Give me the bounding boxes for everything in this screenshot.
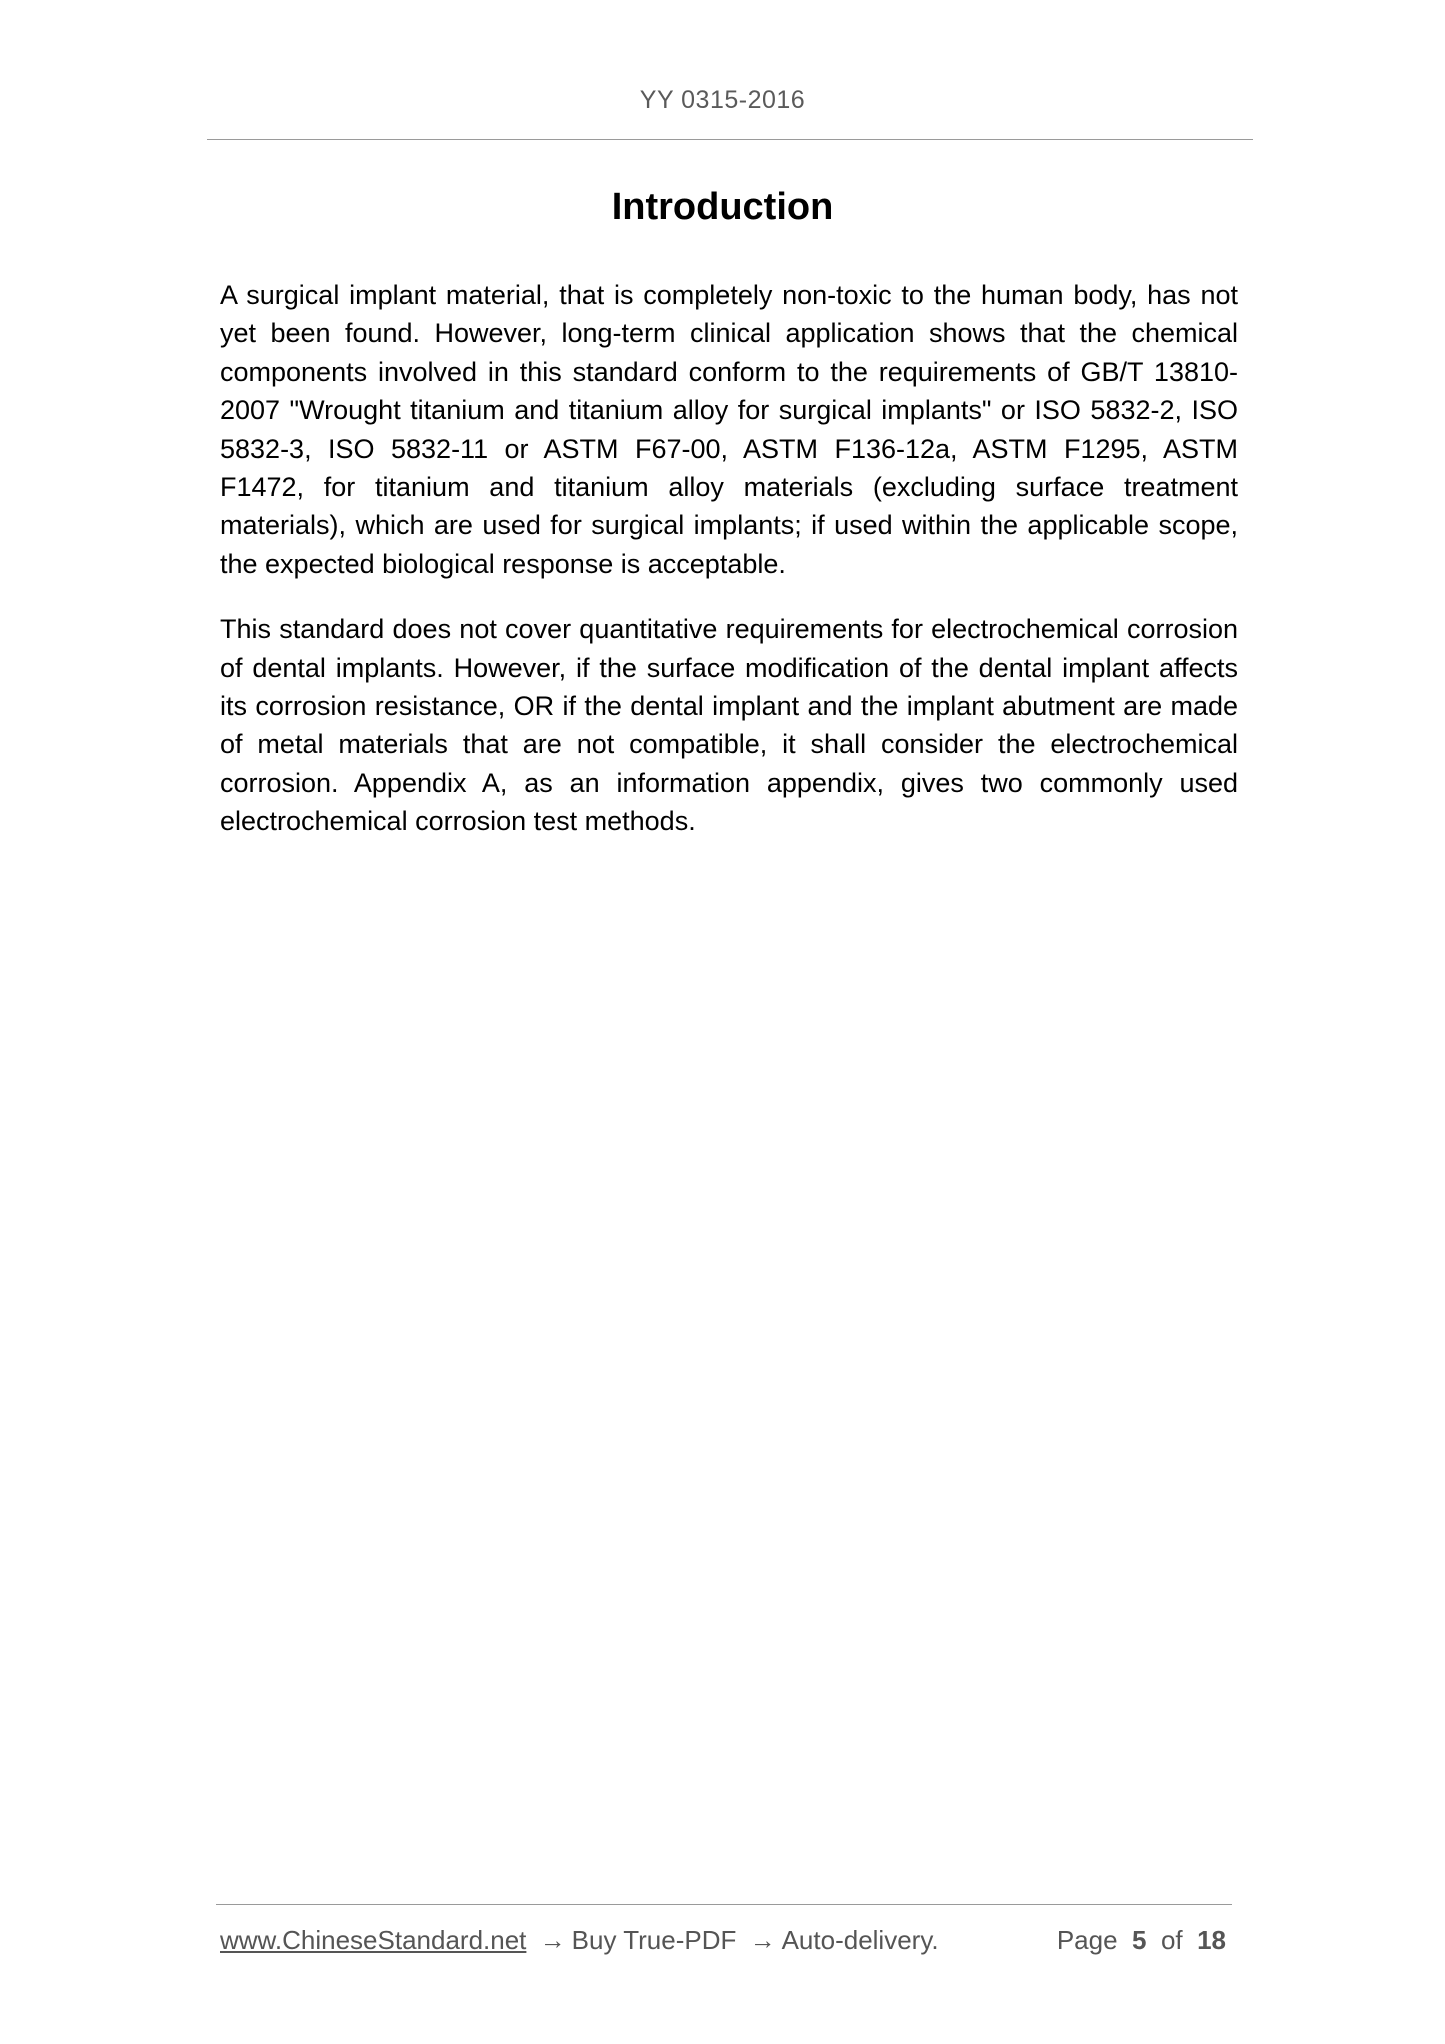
page-current: 5 — [1132, 1925, 1147, 1955]
page-number — [1057, 1925, 1226, 1956]
body-text — [220, 276, 1238, 868]
page-label: Page — [1056, 1925, 1118, 1955]
arrow-right-icon: → — [749, 1925, 776, 1955]
intro-paragraph-2: This standard does not cover quantitative requirements for electrochemical corrosion of dental implants. However, if the surface modification of the dental implant affects its corrosion resistance, OR if the dental implant and the implant abutment are made of metal materials that are not compatible, it shall consider the electrochemical corrosion. Appendix A, as an information appendix, gives two commonly used electrochemical corrosion test methods. — [220, 614, 1238, 837]
arrow-right-icon: → — [539, 1925, 566, 1955]
document-code-header: YY 0315-2016 — [639, 86, 806, 114]
page-total: 18 — [1197, 1925, 1226, 1955]
header-divider — [207, 139, 1253, 140]
page-of-label: of — [1160, 1925, 1183, 1955]
intro-paragraph-1: A surgical implant material, that is completely non-toxic to the human body, has not yet been found. However, long-term clinical application shows that the chemical components involved in this standard conform to the requirements of GB/T 13810-2007 "Wrought titanium and titanium alloy for surgical implants" or ISO 5832-2, ISO 5832-3, ISO 5832-11 or ASTM F67-00, ASTM F136-12a, ASTM F1295, ASTM F1472, for titanium and titanium alloy materials (excluding surface treatment materials), which are used for surgical implants; if used within the applicable scope, the expected biological response is acceptable. — [220, 280, 1238, 579]
website-link[interactable]: www.ChineseStandard.net — [220, 1925, 527, 1955]
buy-true-pdf-text: Buy True-PDF — [571, 1925, 737, 1955]
page-footer — [220, 1925, 1232, 1956]
footer-divider — [216, 1904, 1232, 1905]
page-title: Introduction — [611, 186, 834, 228]
auto-delivery-text: Auto-delivery. — [781, 1925, 939, 1955]
